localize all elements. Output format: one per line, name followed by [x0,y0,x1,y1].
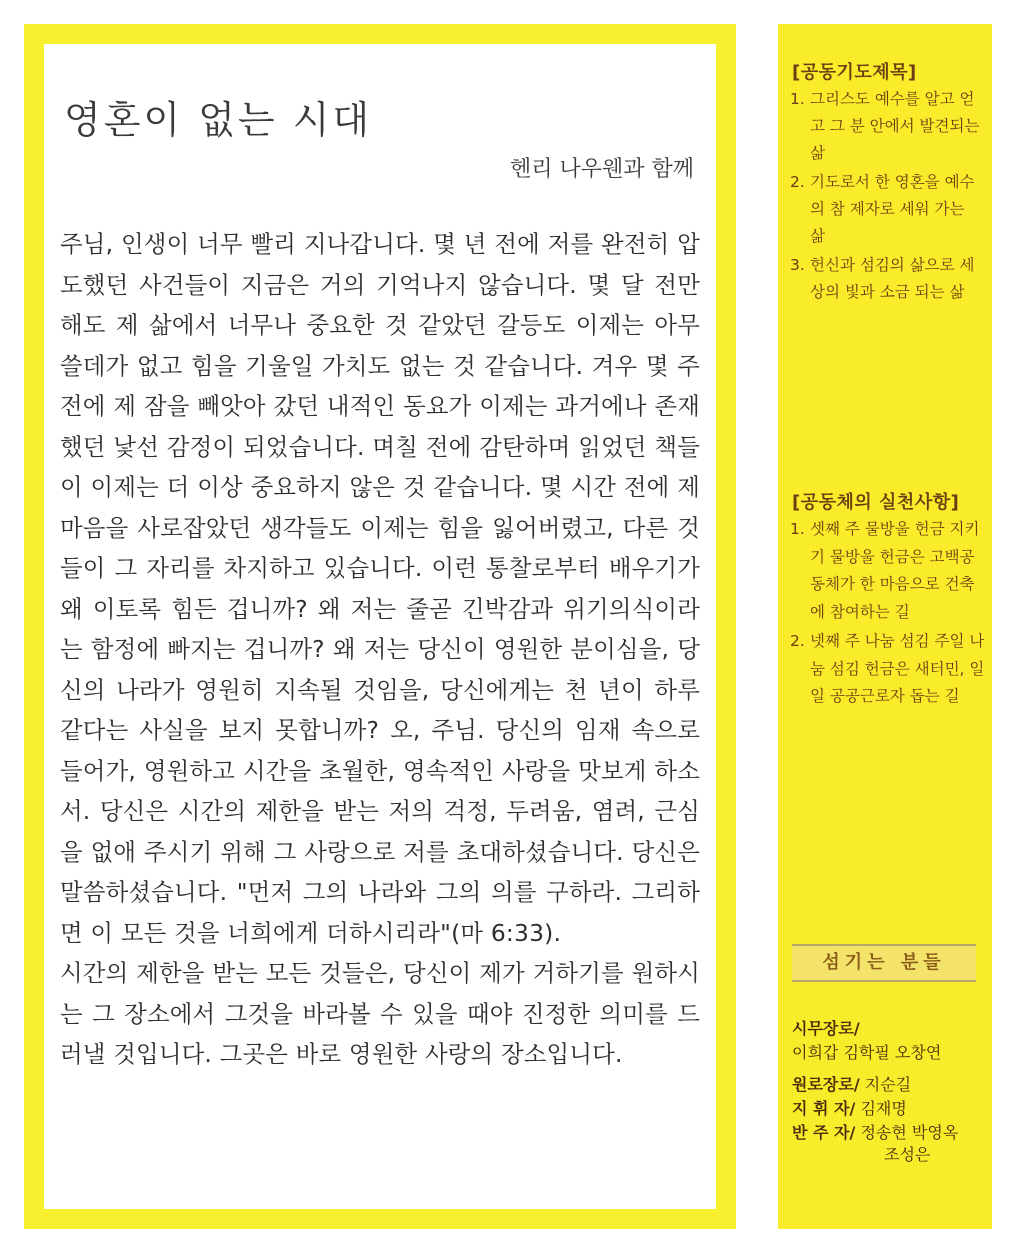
practice-heading: [공동체의 실천사항] [792,492,960,513]
prayer-heading: [공동기도제목] [792,62,917,83]
prayer-item: 3. 헌신과 섬김의 삶으로 세상의 빛과 소금 되는 삶 [790,256,975,301]
elders-label: 시무장로/ [792,1019,860,1038]
sidebar [778,24,992,1229]
practice-item: 2. 넷째 주 나눔 섬김 주일 나눔 섬김 헌금은 새터민, 일 일 공공근로자 돕는 길 [790,632,985,705]
elders-names: 이희갑 김학필 오창연 [792,1043,942,1062]
prayer-item: 1. 그리스도 예수를 알고 얻고 그 분 안에서 발견되는 삶 [790,90,980,162]
conductor: 지 휘 자/ 김재명 [792,1099,907,1118]
article-paragraph-1: 주님, 인생이 너무 빨리 지나갑니다. 몇 년 전에 저를 완전히 압도했던 사건들이 지금은 거의 기억나지 않습니다. 몇 달 전만 해도 제 삶에서 너무나 중요한 것 같았던 갈등도 이제는 아무 쓸데가 없고 힘을 기울일 가치도 없는 것 같습니다. 겨우 몇 주 전에 제 잠을 빼앗아 갔던 내적인 동요가 이제는 과거에나 존재했던 낯선 감정이 되었습니다. 며칠 전에 감탄하며 읽었던 책들이 이제는 더 이상 중요하지 않은 것 같습니다. 몇 시간 전에 제 마음을 사로잡았던 생각들도 이제는 힘을 잃어버렸고, 다른 것들이 그 자리를 차지하고 있습니다. 이런 통찰로부터 배우기가 왜 이토록 힘든 겁니까? 왜 저는 줄곧 긴박감과 위기의식이라는 함정에 빠지는 겁니까? 왜 저는 당신이 영원한 분이심을, 당신의 나라가 영원히 지속될 것임을, 당신에게는 천 년이 하루 같다는 사실을 보지 못합니까? 오, 주님. 당신의 임재 속으로 들어가, 영원하고 시간을 초월한, 영속적인 사랑을 맛보게 하소서. 당신은 시간의 제한을 받는 저의 걱정, 두려움, 염려, 근심을 없애 주시기 위해 그 사랑으로 저를 초대하셨습니다. 당신은 말씀하셨습니다. "먼저 그의 나라와 그의 의를 구하라. 그리하면 이 모든 것을 너희에게 더하시리라"(마 6:33). [60,230,700,947]
prayer-list [790,86,980,308]
article-title: 영혼이 없는 시대 [64,98,373,142]
practice-list [790,516,986,713]
accompanist-names-2: 조성은 [884,1145,931,1164]
article-frame [24,24,736,1229]
article-panel [44,44,716,1209]
practice-item: 1. 셋째 주 물방울 헌금 지키기 물방울 헌금은 고백공동체가 한 마음으로 건축에 참여하는 길 [790,520,980,621]
article-byline: 헨리 나우웬과 함께 [509,157,694,182]
retired-elder: 원로장로/ 지순길 [792,1075,912,1094]
article-paragraph-2: 시간의 제한을 받는 모든 것들은, 당신이 제가 거하기를 원하시는 그 장소에서 그것을 바라볼 수 있을 때야 진정한 의미를 드러낼 것입니다. 그곳은 바로 영원한 사랑의 장소입니다. [60,959,700,1068]
prayer-item: 2. 기도로서 한 영혼을 예수의 참 제자로 세워 가는 삶 [790,173,975,245]
servants-title: 섬기는 분들 [792,944,976,982]
accompanist: 반 주 자/ 정송현 박영옥 [792,1123,959,1142]
article-body [60,224,700,1075]
